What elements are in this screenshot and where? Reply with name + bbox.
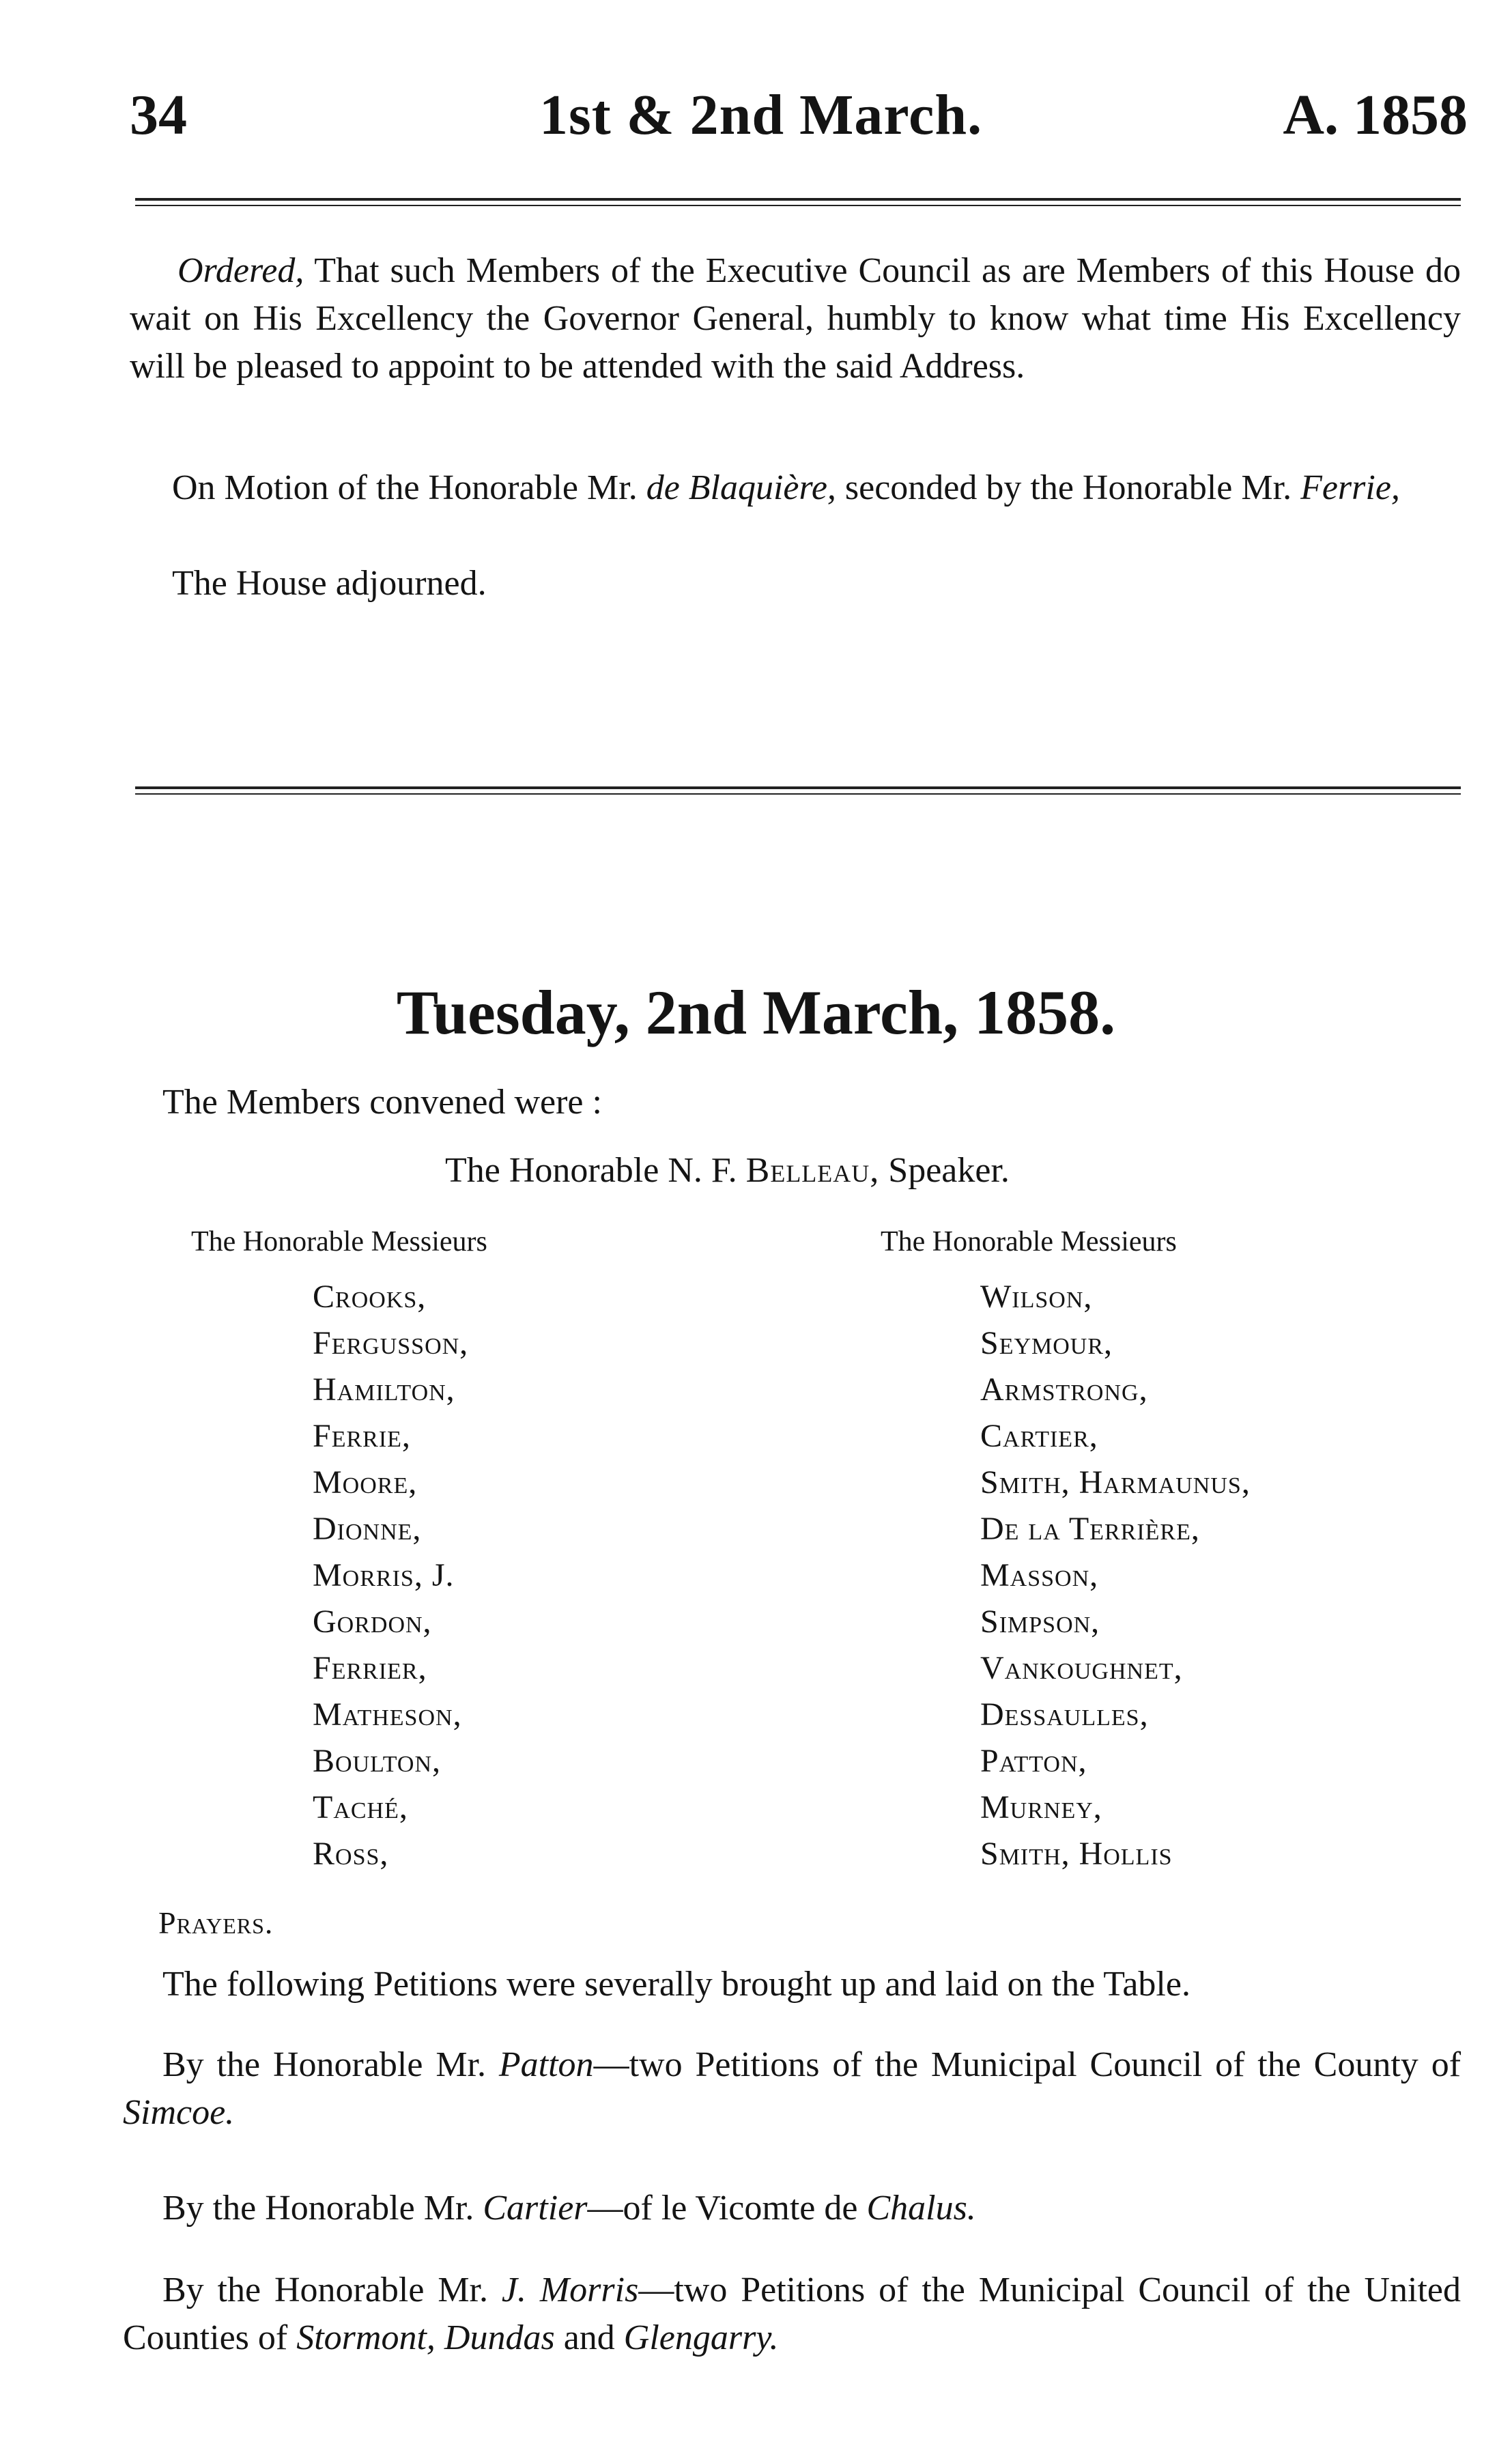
day-title: Tuesday, 2nd March, 1858. [396, 978, 1116, 1047]
speaker-suffix: Speaker. [888, 1151, 1010, 1190]
member-name: Morris, J. [313, 1557, 455, 1593]
page-number: 34 [130, 83, 187, 147]
member-name: Hamilton, [313, 1371, 455, 1408]
running-title: 1st & 2nd March. [539, 83, 983, 147]
member-name: Wilson, [980, 1279, 1093, 1315]
header-rule [135, 198, 1461, 206]
petition-morris [123, 2266, 1461, 2362]
page-header [130, 82, 1468, 157]
motion-seconder: Ferrie, [1300, 468, 1400, 507]
petition-prefix: By the Honorable Mr. [162, 2271, 489, 2309]
prayers-heading: Prayers. [158, 1905, 274, 1940]
petition-place: Simcoe. [123, 2093, 235, 2132]
petition-member: Cartier [483, 2189, 588, 2228]
right-column-heading: The Honorable Messieurs [881, 1226, 1177, 1257]
adjourned-line: The House adjourned. [172, 564, 487, 603]
member-name: Murney, [980, 1789, 1102, 1825]
right-member-list [980, 1274, 1251, 1877]
member-name: Taché, [313, 1789, 408, 1825]
petition-prefix: By the Honorable Mr. [162, 2045, 486, 2084]
speaker-prefix: The Honorable N. F. [445, 1151, 737, 1190]
member-name: Patton, [980, 1743, 1087, 1779]
petition-cartier [162, 2185, 1459, 2232]
petitions-intro: The following Petitions were severally brought up and laid on the Table. [162, 1965, 1190, 2004]
member-name: Dessaulles, [980, 1696, 1149, 1733]
motion-middle: seconded by the Honorable Mr. [844, 468, 1292, 507]
motion-prefix: On Motion of the Honorable Mr. [172, 468, 638, 507]
ordered-label: Ordered, [177, 251, 304, 290]
petition-prefix: By the Honorable Mr. [162, 2189, 474, 2228]
member-name: Smith, Hollis [980, 1836, 1173, 1872]
member-name: Matheson, [313, 1696, 462, 1733]
petition-patton [123, 2041, 1461, 2137]
member-name: Armstrong, [980, 1371, 1148, 1408]
member-name: Seymour, [980, 1325, 1113, 1361]
member-name: Fergusson, [313, 1325, 469, 1361]
petition-text: —two Petitions of the Municipal Council of the County of [593, 2045, 1461, 2084]
speaker-name: Belleau, [745, 1151, 880, 1190]
convened-line: The Members convened were : [162, 1083, 602, 1122]
member-name: Masson, [980, 1557, 1099, 1593]
left-column-heading: The Honorable Messieurs [191, 1226, 487, 1257]
section-rule [135, 786, 1461, 795]
petition-text: —two Petitions of the Municipal Council of the United Counties of [123, 2271, 1461, 2357]
member-name: Gordon, [313, 1604, 432, 1640]
member-name: Vankoughnet, [980, 1650, 1183, 1686]
member-name: Ferrier, [313, 1650, 427, 1686]
member-name: Boulton, [313, 1743, 442, 1779]
petition-place: Dundas [444, 2318, 555, 2357]
motion-paragraph [130, 464, 1461, 512]
ordered-paragraph [130, 247, 1461, 390]
petition-text: —of le Vicomte de [587, 2189, 858, 2228]
member-name: Cartier, [980, 1418, 1098, 1454]
member-name: Moore, [313, 1464, 418, 1501]
petition-and: and [563, 2318, 615, 2357]
running-year: A. 1858 [1283, 83, 1468, 147]
member-name: Smith, Harmaunus, [980, 1464, 1251, 1501]
petition-member: Patton [498, 2045, 594, 2084]
petition-place: Stormont, [296, 2318, 436, 2357]
ordered-text: That such Members of the Executive Council as are Members of this House do wait on His Excellency the Governor General, humbly to know what time His Excellency will be pleased to appoint to be attended with the said Address. [130, 251, 1461, 386]
petition-place: Chalus. [866, 2189, 976, 2228]
member-name: Dionne, [313, 1511, 422, 1547]
speaker-line [445, 1147, 1010, 1195]
petition-member: J. Morris [501, 2271, 639, 2309]
left-member-list [313, 1274, 468, 1877]
member-name: Ferrie, [313, 1418, 411, 1454]
petition-place: Glengarry. [623, 2318, 779, 2357]
member-name: Simpson, [980, 1604, 1100, 1640]
member-name: Ross, [313, 1836, 389, 1872]
member-name: Crooks, [313, 1279, 427, 1315]
member-name: De la Terrière, [980, 1511, 1200, 1547]
motion-mover: de Blaquière, [646, 468, 836, 507]
